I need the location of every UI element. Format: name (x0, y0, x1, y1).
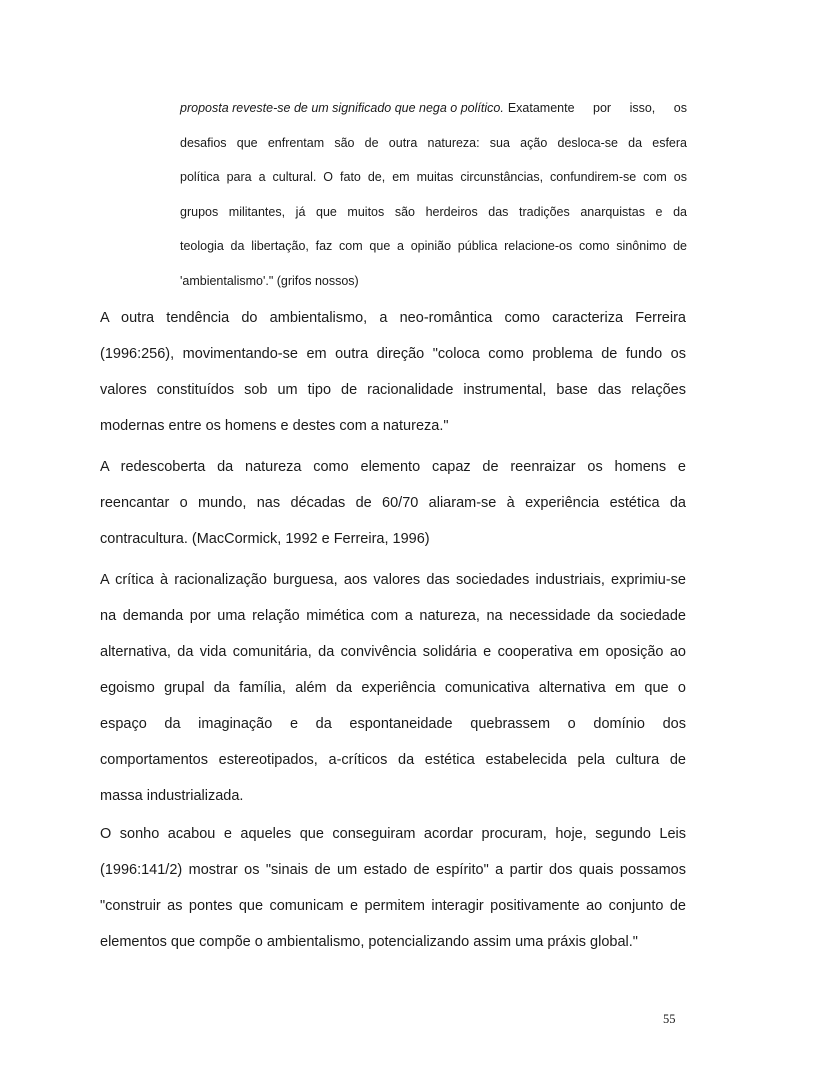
paragraph-critique (100, 568, 686, 820)
paragraph-line: (1996:141/2) mostrar os "sinais de um estado de espírito" a partir dos quais possamos (100, 862, 686, 878)
paragraph-neo-romantic (100, 306, 686, 450)
paragraph-line: contracultura. (MacCormick, 1992 e Ferreira, 1996) (100, 531, 430, 547)
paragraph-dream-ended (100, 822, 686, 966)
quote-line: 'ambientalismo'." (grifos nossos) (180, 273, 359, 288)
paragraph-line: elementos que compõe o ambientalismo, potencializando assim uma práxis global." (100, 934, 638, 950)
quote-line: teologia da libertação, faz com que a opinião pública relacione-os como sinônimo de (180, 239, 687, 253)
paragraph-rediscovery (100, 455, 686, 563)
paragraph-line: alternativa, da vida comunitária, da convivência solidária e cooperativa em oposição ao (100, 644, 686, 660)
quote-line: política para a cultural. O fato de, em muitas circunstâncias, confundirem-se com os (180, 170, 687, 184)
paragraph-line: A crítica à racionalização burguesa, aos valores das sociedades industriais, exprimiu-se (100, 572, 686, 588)
quote-line (180, 98, 687, 133)
paragraph-line: egoismo grupal da família, além da experiência comunicativa alternativa em que o (100, 680, 686, 696)
page-number: 55 (663, 1012, 676, 1026)
quote-italic-text: proposta reveste-se de um significado que nega o político. (180, 101, 504, 115)
paragraph-line: comportamentos estereotipados, a-críticos da estética estabelecida pela cultura de (100, 752, 686, 768)
quote-line: desafios que enfrentam são de outra natureza: sua ação desloca-se da esfera (180, 135, 687, 150)
paragraph-line: valores constituídos sob um tipo de racionalidade instrumental, base das relações (100, 382, 686, 398)
paragraph-line: "construir as pontes que comunicam e permitem interagir positivamente ao conjunto de (100, 898, 686, 914)
paragraph-line: O sonho acabou e aqueles que conseguiram acordar procuram, hoje, segundo Leis (100, 826, 686, 842)
paragraph-line: reencantar o mundo, nas décadas de 60/70 aliaram-se à experiência estética da (100, 495, 686, 511)
paragraph-line: A outra tendência do ambientalismo, a neo-romântica como caracteriza Ferreira (100, 310, 686, 326)
quote-line-text: Exatamente por isso, os (507, 101, 687, 115)
block-quote (180, 98, 687, 305)
paragraph-line: (1996:256), movimentando-se em outra direção "coloca como problema de fundo os (100, 346, 686, 362)
paragraph-line: na demanda por uma relação mimética com a natureza, na necessidade da sociedade (100, 608, 686, 624)
quote-line: grupos militantes, já que muitos são herdeiros das tradições anarquistas e da (180, 204, 687, 219)
paragraph-line: massa industrializada. (100, 788, 244, 804)
paragraph-line: modernas entre os homens e destes com a natureza." (100, 418, 449, 434)
paragraph-line: A redescoberta da natureza como elemento capaz de reenraizar os homens e (100, 459, 686, 475)
paragraph-line: espaço da imaginação e da espontaneidade quebrassem o domínio dos (100, 716, 686, 732)
